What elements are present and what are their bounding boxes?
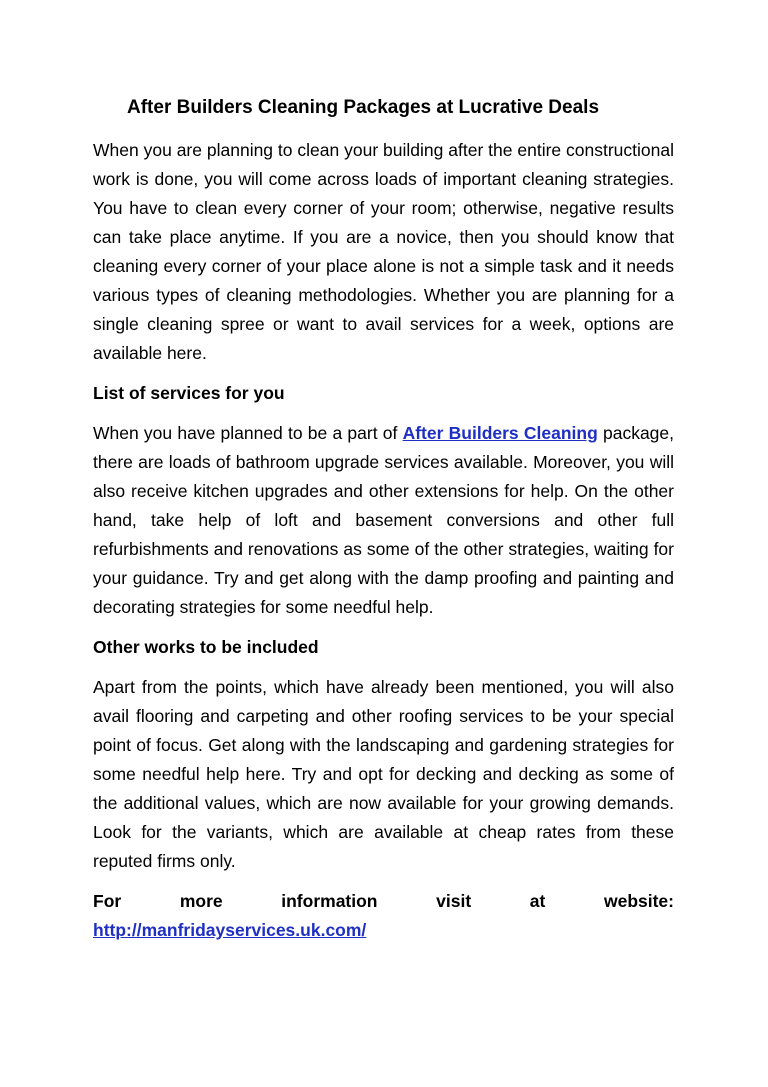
website-url-line <box>93 916 674 945</box>
services-text-after-link: package, there are loads of bathroom upgrade services available. Moreover, you will also receive kitchen upgrades and other extensions for help. On the other hand, take help of loft and basement conversions and other full refurbishments and renovations as some of the other strategies, waiting for your guidance. Try and get along with the damp proofing and painting and decorating strategies for some needful help. <box>93 423 674 617</box>
more-info-word: visit <box>436 891 472 911</box>
document-title: After Builders Cleaning Packages at Lucrative Deals <box>127 97 600 118</box>
more-info-word: website: <box>603 891 674 911</box>
more-info-word: information <box>281 891 378 911</box>
other-works-paragraph: Apart from the points, which have already been mentioned, you will also avail flooring and carpeting and other roofing services to be your special point of focus. Get along with the landscaping and gardening strategies for some needful help here. Try and opt for decking and decking as some of the additional values, which are now available for your growing demands. Look for the variants, which are available at cheap rates from these reputed firms only. <box>93 677 674 871</box>
website-url-link[interactable]: http://manfridayservices.uk.com/ <box>93 920 367 940</box>
more-info-word: For <box>93 891 122 911</box>
section-heading-services: List of services for you <box>93 383 285 403</box>
intro-paragraph: When you are planning to clean your building after the entire constructional work is done, you will come across loads of important cleaning strategies. You have to clean every corner of your room; otherwise, negative results can take place anytime. If you are a novice, then you should know that cleaning every corner of your place alone is not a simple task and it needs various types of cleaning methodologies. Whether you are planning for a single cleaning spree or want to avail services for a week, options are available here. <box>93 140 674 363</box>
more-info-word: more <box>179 891 223 911</box>
document-content <box>93 94 674 945</box>
after-builders-cleaning-link[interactable]: After Builders Cleaning <box>402 423 598 443</box>
more-info-word: at <box>529 891 546 911</box>
more-info-line <box>93 887 674 916</box>
services-text-before-link: When you have planned to be a part of <box>93 423 403 443</box>
section-heading-other-works: Other works to be included <box>93 637 319 657</box>
services-paragraph <box>93 419 674 622</box>
